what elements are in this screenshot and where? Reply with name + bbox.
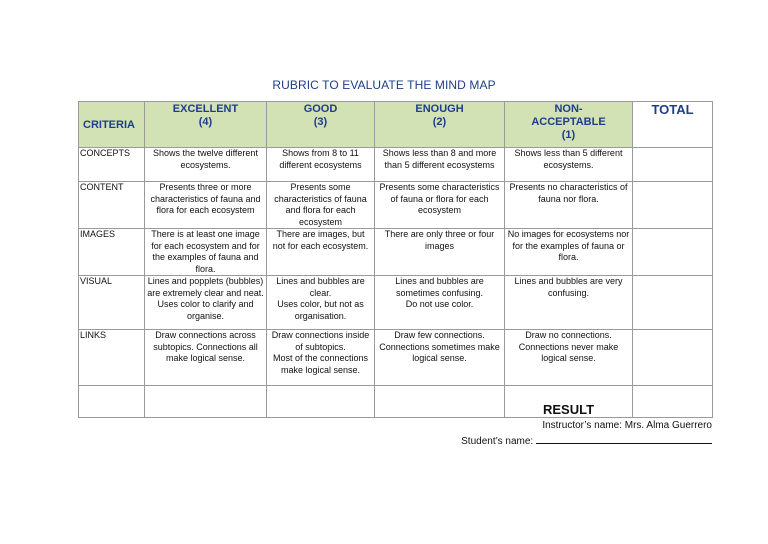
empty-cell bbox=[267, 386, 375, 418]
table-row bbox=[79, 330, 713, 386]
result-row bbox=[79, 386, 713, 418]
level-score: (1) bbox=[561, 129, 576, 141]
result-total-cell bbox=[633, 386, 713, 418]
student-name-line bbox=[461, 435, 712, 447]
table-row bbox=[79, 276, 713, 330]
rubric-cell: Lines and bubbles are very confusing. bbox=[505, 276, 633, 330]
level-name: EXCELLENT bbox=[172, 103, 239, 115]
total-cell bbox=[633, 148, 713, 182]
rubric-cell: Draw connections inside of subtopics. Most of the connections make logical sense. bbox=[267, 330, 375, 386]
rubric-cell: There are only three or four images bbox=[375, 229, 505, 276]
total-cell bbox=[633, 276, 713, 330]
level-name: ENOUGH bbox=[415, 103, 464, 115]
rubric-cell: Lines and bubbles are clear. Uses color, but not as organisation. bbox=[267, 276, 375, 330]
rubric-cell: Presents no characteristics of fauna nor flora. bbox=[505, 182, 633, 229]
total-cell bbox=[633, 330, 713, 386]
criterion-name: CONTENT bbox=[79, 182, 145, 229]
rubric-cell: There is at least one image for each ecosystem and for the examples of fauna and flora. bbox=[145, 229, 267, 276]
instructor-name: Instructor’s name: Mrs. Alma Guerrero bbox=[542, 420, 712, 431]
student-name-label: Student’s name: bbox=[461, 436, 536, 447]
rubric-cell: Lines and bubbles are sometimes confusing. Do not use color. bbox=[375, 276, 505, 330]
level-score: (4) bbox=[198, 116, 213, 128]
criterion-name: VISUAL bbox=[79, 276, 145, 330]
total-header: TOTAL bbox=[633, 102, 713, 148]
rubric-table bbox=[78, 101, 713, 418]
result-label: RESULT bbox=[505, 386, 633, 418]
rubric-cell: Shows less than 8 and more than 5 different ecosystems bbox=[375, 148, 505, 182]
rubric-cell: Draw connections across subtopics. Connections all make logical sense. bbox=[145, 330, 267, 386]
rubric-cell: Shows less than 5 different ecosystems. bbox=[505, 148, 633, 182]
student-name-blank[interactable] bbox=[536, 435, 712, 444]
table-row bbox=[79, 229, 713, 276]
rubric-cell: Presents three or more characteristics of fauna and flora for each ecosystem bbox=[145, 182, 267, 229]
empty-cell bbox=[79, 386, 145, 418]
table-row bbox=[79, 182, 713, 229]
criteria-header: CRITERIA bbox=[79, 102, 145, 148]
rubric-cell: Shows from 8 to 11 different ecosystems bbox=[267, 148, 375, 182]
level-score: (3) bbox=[313, 116, 328, 128]
rubric-cell: No images for ecosystems nor for the examples of fauna or flora. bbox=[505, 229, 633, 276]
criterion-name: IMAGES bbox=[79, 229, 145, 276]
level-score: (2) bbox=[432, 116, 447, 128]
level-name: GOOD bbox=[303, 103, 338, 115]
rubric-cell: Lines and popplets (bubbles) are extremely clear and neat. Uses color to clarify and organise. bbox=[145, 276, 267, 330]
empty-cell bbox=[375, 386, 505, 418]
level-header-non-acceptable bbox=[505, 102, 633, 148]
rubric-cell: Presents some characteristics of fauna or flora for each ecosystem bbox=[375, 182, 505, 229]
level-header-good bbox=[267, 102, 375, 148]
rubric-cell: Draw few connections. Connections sometimes make logical sense. bbox=[375, 330, 505, 386]
criterion-name: LINKS bbox=[79, 330, 145, 386]
criterion-name: CONCEPTS bbox=[79, 148, 145, 182]
document-title: RUBRIC TO EVALUATE THE MIND MAP bbox=[272, 78, 496, 92]
empty-cell bbox=[145, 386, 267, 418]
rubric-cell: Draw no connections. Connections never make logical sense. bbox=[505, 330, 633, 386]
total-cell bbox=[633, 182, 713, 229]
level-header-excellent bbox=[145, 102, 267, 148]
rubric-cell: Shows the twelve different ecosystems. bbox=[145, 148, 267, 182]
total-cell bbox=[633, 229, 713, 276]
rubric-cell: There are images, but not for each ecosystem. bbox=[267, 229, 375, 276]
level-name: NON- ACCEPTABLE bbox=[531, 103, 606, 128]
rubric-cell: Presents some characteristics of fauna and flora for each ecosystem bbox=[267, 182, 375, 229]
header-row bbox=[79, 102, 713, 148]
table-row bbox=[79, 148, 713, 182]
level-header-enough bbox=[375, 102, 505, 148]
